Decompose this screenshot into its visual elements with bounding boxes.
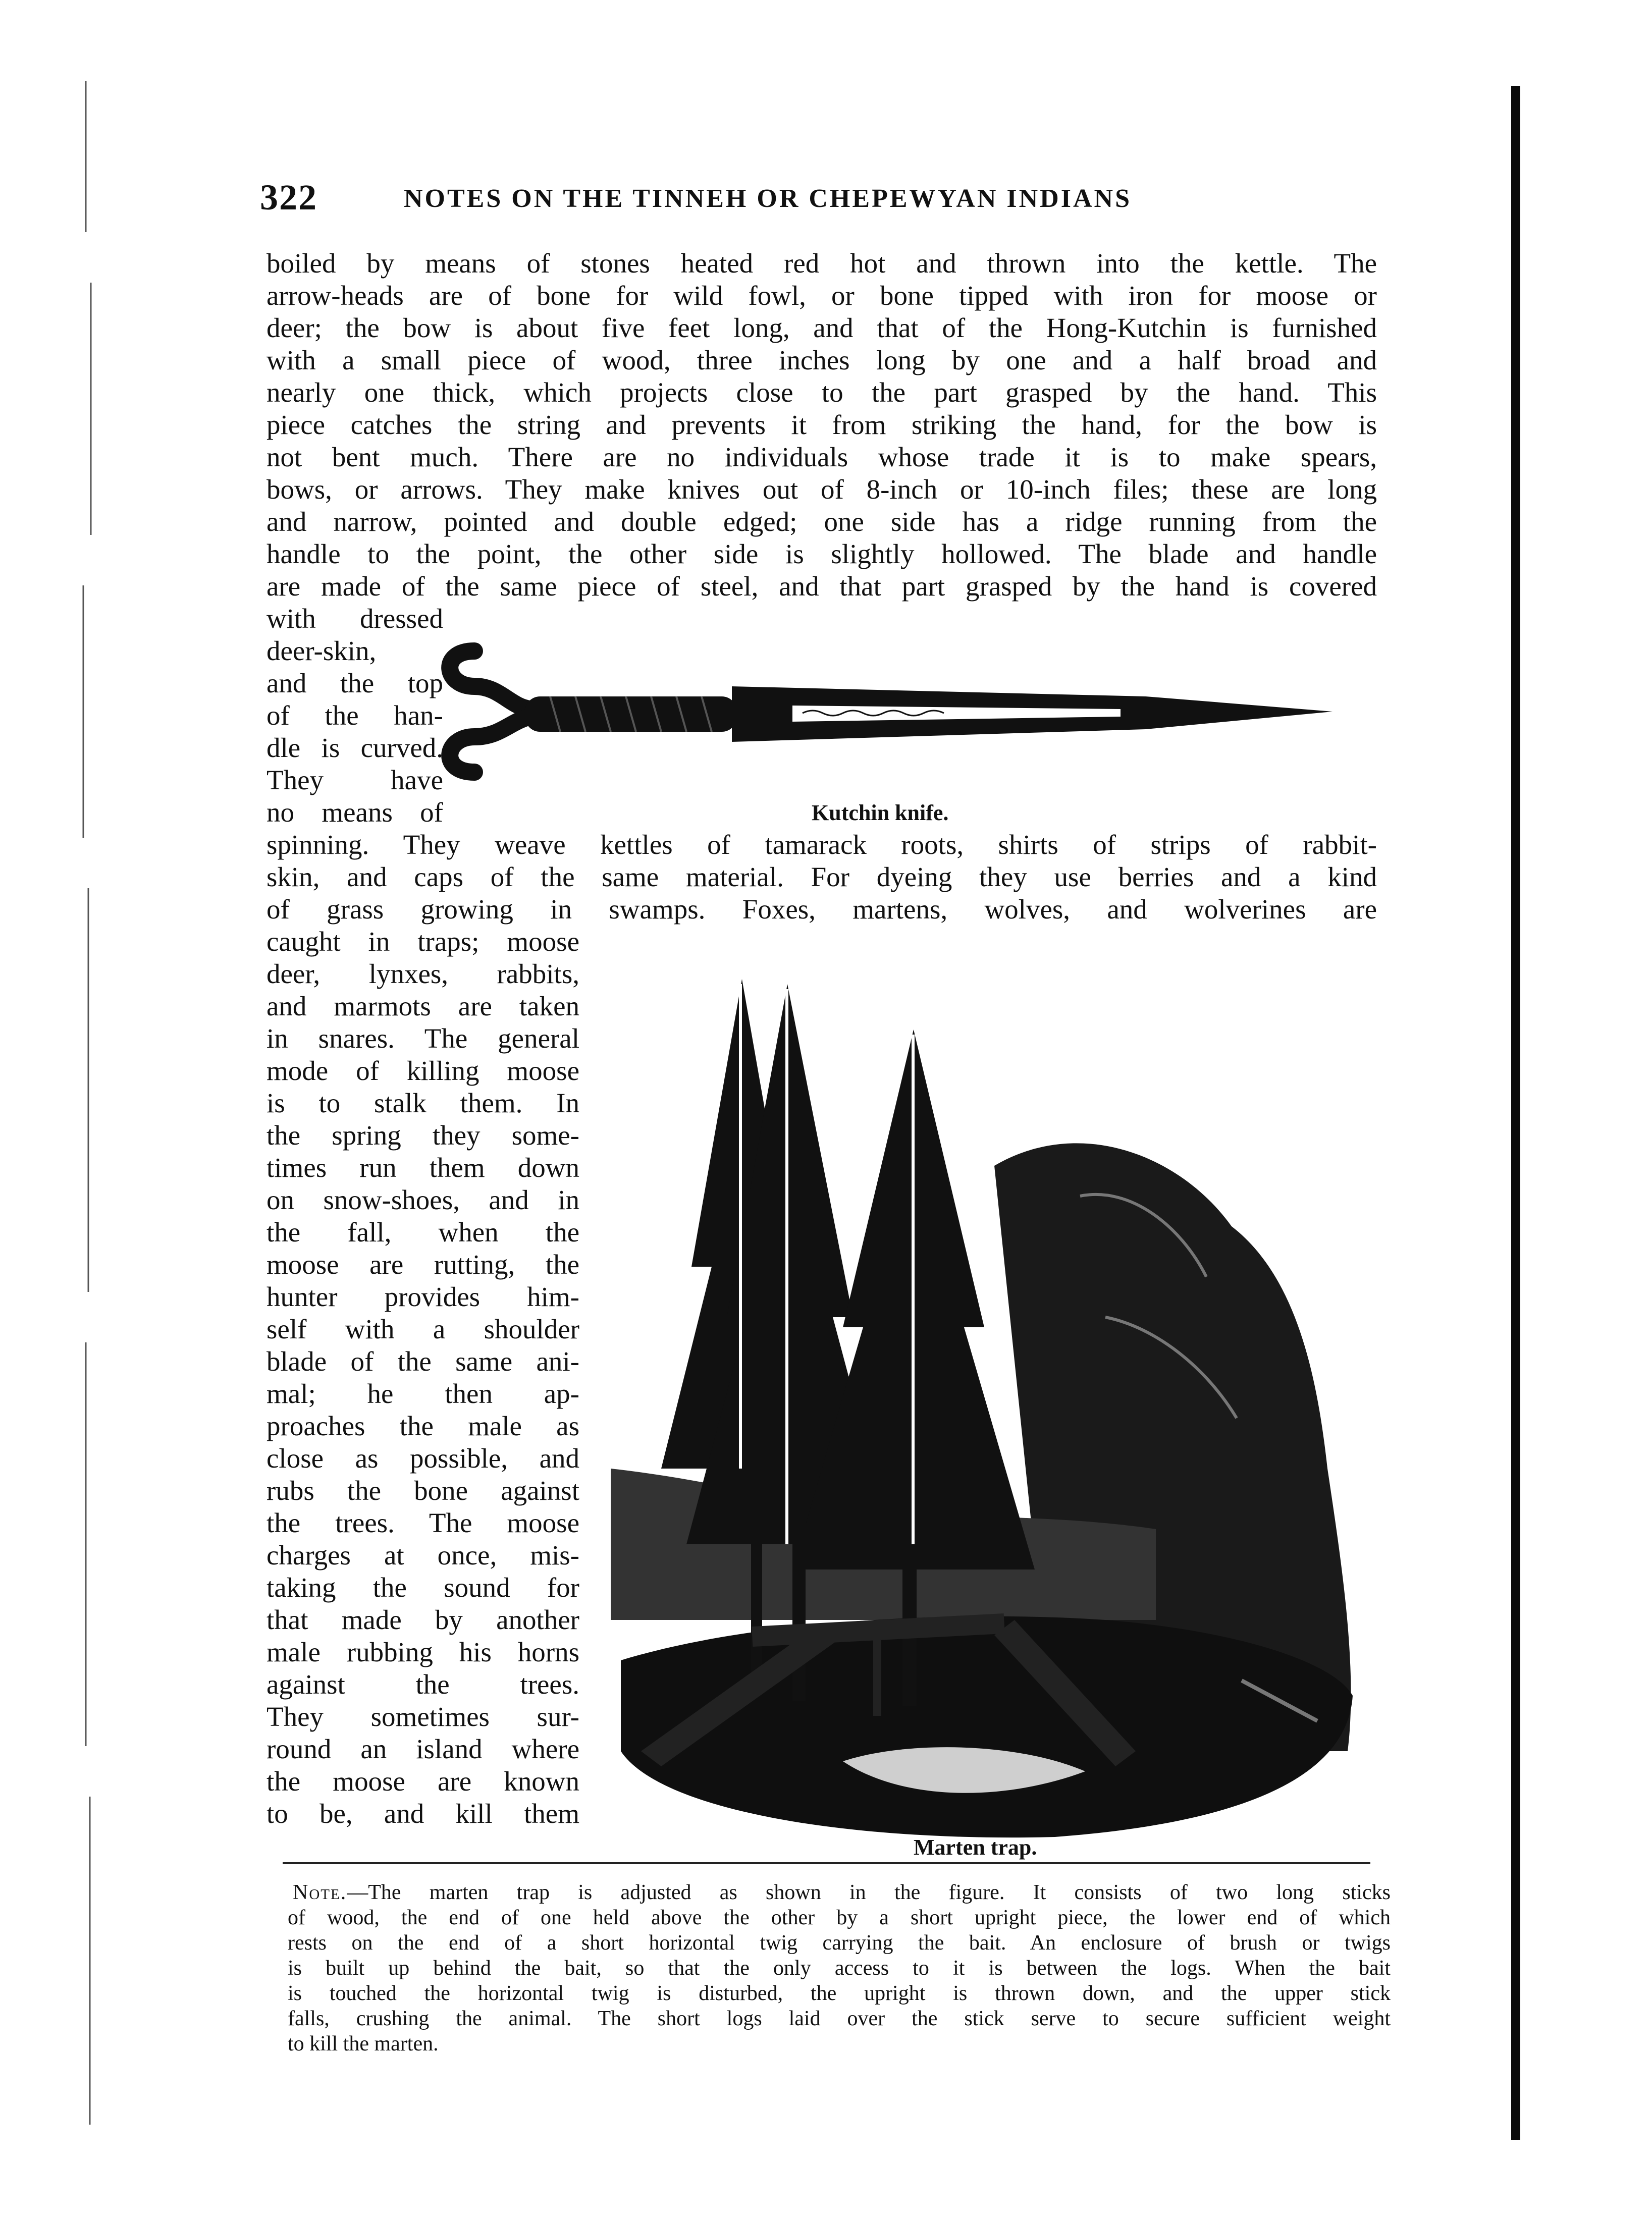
text-line: self with a shoulder <box>267 1314 579 1344</box>
trap-caption: Marten trap. <box>914 1835 1037 1860</box>
text-line: are made of the same piece of steel, and that part grasped by the hand is covered <box>267 571 1377 602</box>
footnote-line: is touched the horizontal twig is disturbed, the upright is thrown down, and the upper stick <box>288 1982 1391 2005</box>
text-line: taking the sound for <box>267 1572 579 1603</box>
text-line: dle is curved. <box>267 732 443 763</box>
page-number: 322 <box>260 177 317 218</box>
text-line: nearly one thick, which projects close to the part grasped by the hand. This <box>267 377 1377 408</box>
footnote-rule <box>283 1862 1370 1864</box>
footnote-line: falls, crushing the animal. The short logs laid over the stick serve to secure sufficient weight <box>288 2007 1391 2030</box>
text-line: handle to the point, the other side is slightly hollowed. The blade and handle <box>267 538 1377 569</box>
footnote-line <box>293 1880 1391 1905</box>
text-line: and the top <box>267 668 443 698</box>
footnote-line: of wood, the end of one held above the other by a short upright piece, the lower end of which <box>288 1906 1391 1929</box>
text-line: spinning. They weave kettles of tamarack roots, shirts of strips of rabbit- <box>267 829 1377 860</box>
text-line: moose are rutting, the <box>267 1249 579 1280</box>
text-line: the spring they some- <box>267 1120 579 1151</box>
footnote-label: Note. <box>293 1881 347 1904</box>
text-line: with a small piece of wood, three inches long by one and a half broad and <box>267 345 1377 375</box>
running-head: NOTES ON THE TINNEH OR CHEPEWYAN INDIANS <box>404 184 1132 213</box>
text-line: charges at once, mis- <box>267 1540 579 1571</box>
text-line: They sometimes sur- <box>267 1701 579 1732</box>
kutchin-knife-illustration <box>439 621 1348 802</box>
text-line: deer, lynxes, rabbits, <box>267 958 579 989</box>
text-line: in snares. The general <box>267 1023 579 1054</box>
text-line: on snow-shoes, and in <box>267 1184 579 1215</box>
text-line: times run them down <box>267 1152 579 1183</box>
text-line: bows, or arrows. They make knives out of 8-inch or 10-inch files; these are long <box>267 474 1377 505</box>
text-line: not bent much. There are no individuals whose trade it is to make spears, <box>267 442 1377 472</box>
text-line: boiled by means of stones heated red hot and thrown into the kettle. The <box>267 248 1377 279</box>
text-line: with dressed <box>267 603 443 634</box>
text-line: round an island where <box>267 1734 579 1764</box>
footnote-text: —The marten trap is adjusted as shown in the figure. It consists of two long sticks <box>347 1881 1391 1904</box>
text-line: against the trees. <box>267 1669 579 1700</box>
text-line: hunter provides him- <box>267 1281 579 1312</box>
text-line: is to stalk them. In <box>267 1088 579 1118</box>
text-line: and marmots are taken <box>267 991 579 1021</box>
text-line: proaches the male as <box>267 1411 579 1441</box>
text-line: caught in traps; moose <box>267 926 579 957</box>
text-line: close as possible, and <box>267 1443 579 1474</box>
marten-trap-illustration <box>601 964 1373 1842</box>
text-line: of the han- <box>267 700 443 731</box>
knife-caption: Kutchin knife. <box>812 800 949 825</box>
text-line: the fall, when the <box>267 1217 579 1248</box>
text-line: piece catches the string and prevents it from striking the hand, for the bow is <box>267 409 1377 440</box>
text-line: skin, and caps of the same material. For dyeing they use berries and a kind <box>267 861 1377 892</box>
text-line: the trees. The moose <box>267 1507 579 1538</box>
page-header <box>260 177 1385 222</box>
footnote-line: is built up behind the bait, so that the only access to it is between the logs. When the bait <box>288 1957 1391 1980</box>
footnote-line: to kill the marten. <box>288 2032 439 2055</box>
text-line: no means of <box>267 797 443 828</box>
text-line: and narrow, pointed and double edged; one side has a ridge running from the <box>267 506 1377 537</box>
text-line: arrow-heads are of bone for wild fowl, or bone tipped with iron for moose or <box>267 280 1377 311</box>
text-line: mode of killing moose <box>267 1055 579 1086</box>
text-line: the moose are known <box>267 1766 579 1797</box>
text-line: male rubbing his horns <box>267 1637 579 1667</box>
page-edge-rule <box>1511 86 1520 2140</box>
text-line: blade of the same ani- <box>267 1346 579 1377</box>
text-line: that made by another <box>267 1604 579 1635</box>
footnote-line: rests on the end of a short horizontal twig carrying the bait. An enclosure of brush or twigs <box>288 1931 1391 1955</box>
text-line: rubs the bone against <box>267 1475 579 1506</box>
text-line: mal; he then ap- <box>267 1378 579 1409</box>
text-line: deer-skin, <box>267 635 377 666</box>
text-line: to be, and kill them <box>267 1798 579 1829</box>
text-line: of grass growing in swamps. Foxes, martens, wolves, and wolverines are <box>267 894 1377 925</box>
text-line: deer; the bow is about five feet long, and that of the Hong-Kutchin is furnished <box>267 312 1377 343</box>
text-line: They have <box>267 765 443 795</box>
scan-margin-marks <box>71 81 106 2150</box>
